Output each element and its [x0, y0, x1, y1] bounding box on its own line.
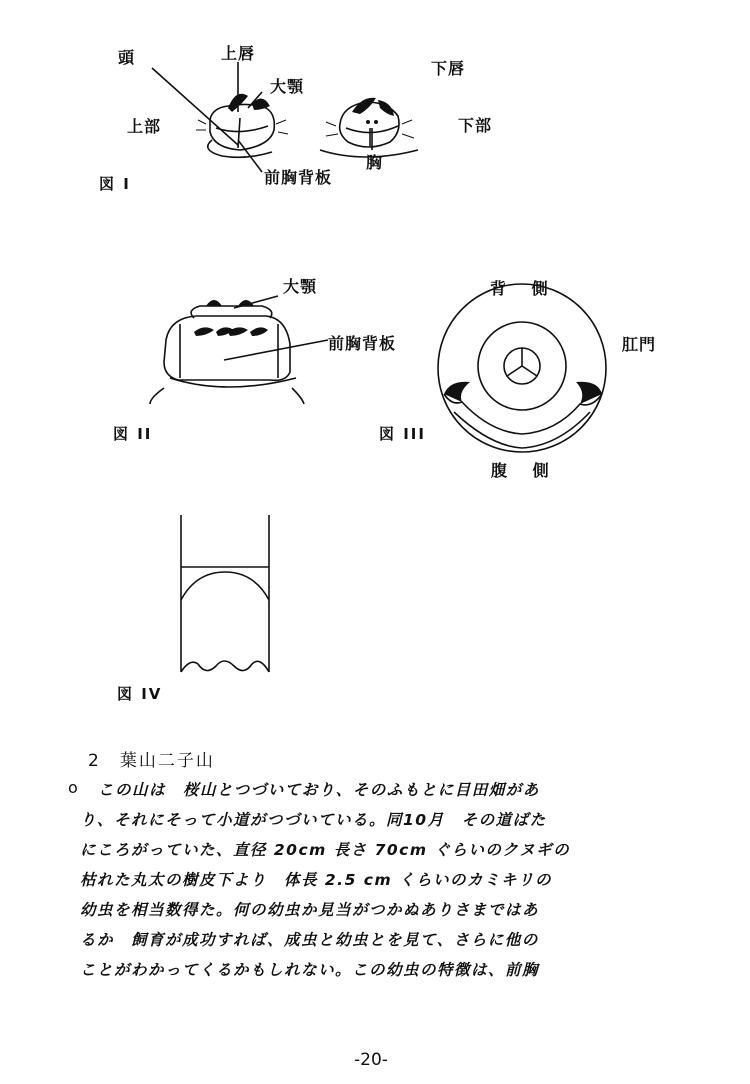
fig3-caption: 図 III	[379, 425, 426, 443]
fig3-label-dorsal: 背 側	[490, 279, 558, 298]
fig2-label-mandible: 大顎	[283, 277, 318, 296]
text-line-2: り、それにそって小道がつづいている。同10月 その道ばた	[80, 811, 547, 829]
fig1-label-mandible: 大顎	[270, 77, 305, 96]
fig1-label-lower-lip: 下唇	[431, 59, 466, 78]
text-line-5: 幼虫を相当数得た。何の幼虫か見当がつかぬありさまではあ	[80, 901, 540, 919]
text-line-7: ことがわかってくるかもしれない。この幼虫の特徴は、前胸	[80, 961, 540, 979]
fig1-caption: 図 I	[99, 175, 131, 193]
fig2-label-pronotum: 前胸背板	[328, 334, 397, 353]
fig1-label-pronotum: 前胸背板	[264, 168, 333, 187]
fig3-label-anus: 肛門	[622, 335, 657, 354]
text-line-1: この山は 桜山とつづいており、そのふもとに目田畑があ	[98, 781, 540, 799]
fig1-label-lower: 下部	[458, 116, 493, 135]
figure-1-drawing	[0, 0, 750, 230]
fig1-label-chest: 胸	[366, 153, 384, 172]
text-line-3: にころがっていた、直径 20cm 長さ 70cm ぐらいのクヌギの	[80, 841, 571, 859]
fig3-label-ventral: 腹 側	[491, 461, 559, 480]
fig1-label-upper: 上部	[127, 117, 162, 136]
bullet-marker: o	[68, 778, 78, 797]
figure-4-drawing	[0, 505, 750, 705]
fig2-caption: 図 II	[113, 425, 153, 443]
page-number: -20-	[354, 1050, 388, 1070]
fig1-label-upper-lip: 上唇	[221, 44, 256, 63]
text-line-6: るか 飼育が成功すれば、成虫と幼虫とを見て、さらに他の	[80, 931, 539, 949]
figure-2-3-drawing	[0, 260, 750, 500]
section-heading: 2 葉山二子山	[88, 751, 215, 771]
fig4-caption: 図 IV	[117, 685, 163, 703]
text-line-4: 枯れた丸太の樹皮下より 体長 2.5 cm くらいのカミキリの	[80, 871, 552, 889]
fig1-label-head: 頭	[118, 48, 136, 67]
